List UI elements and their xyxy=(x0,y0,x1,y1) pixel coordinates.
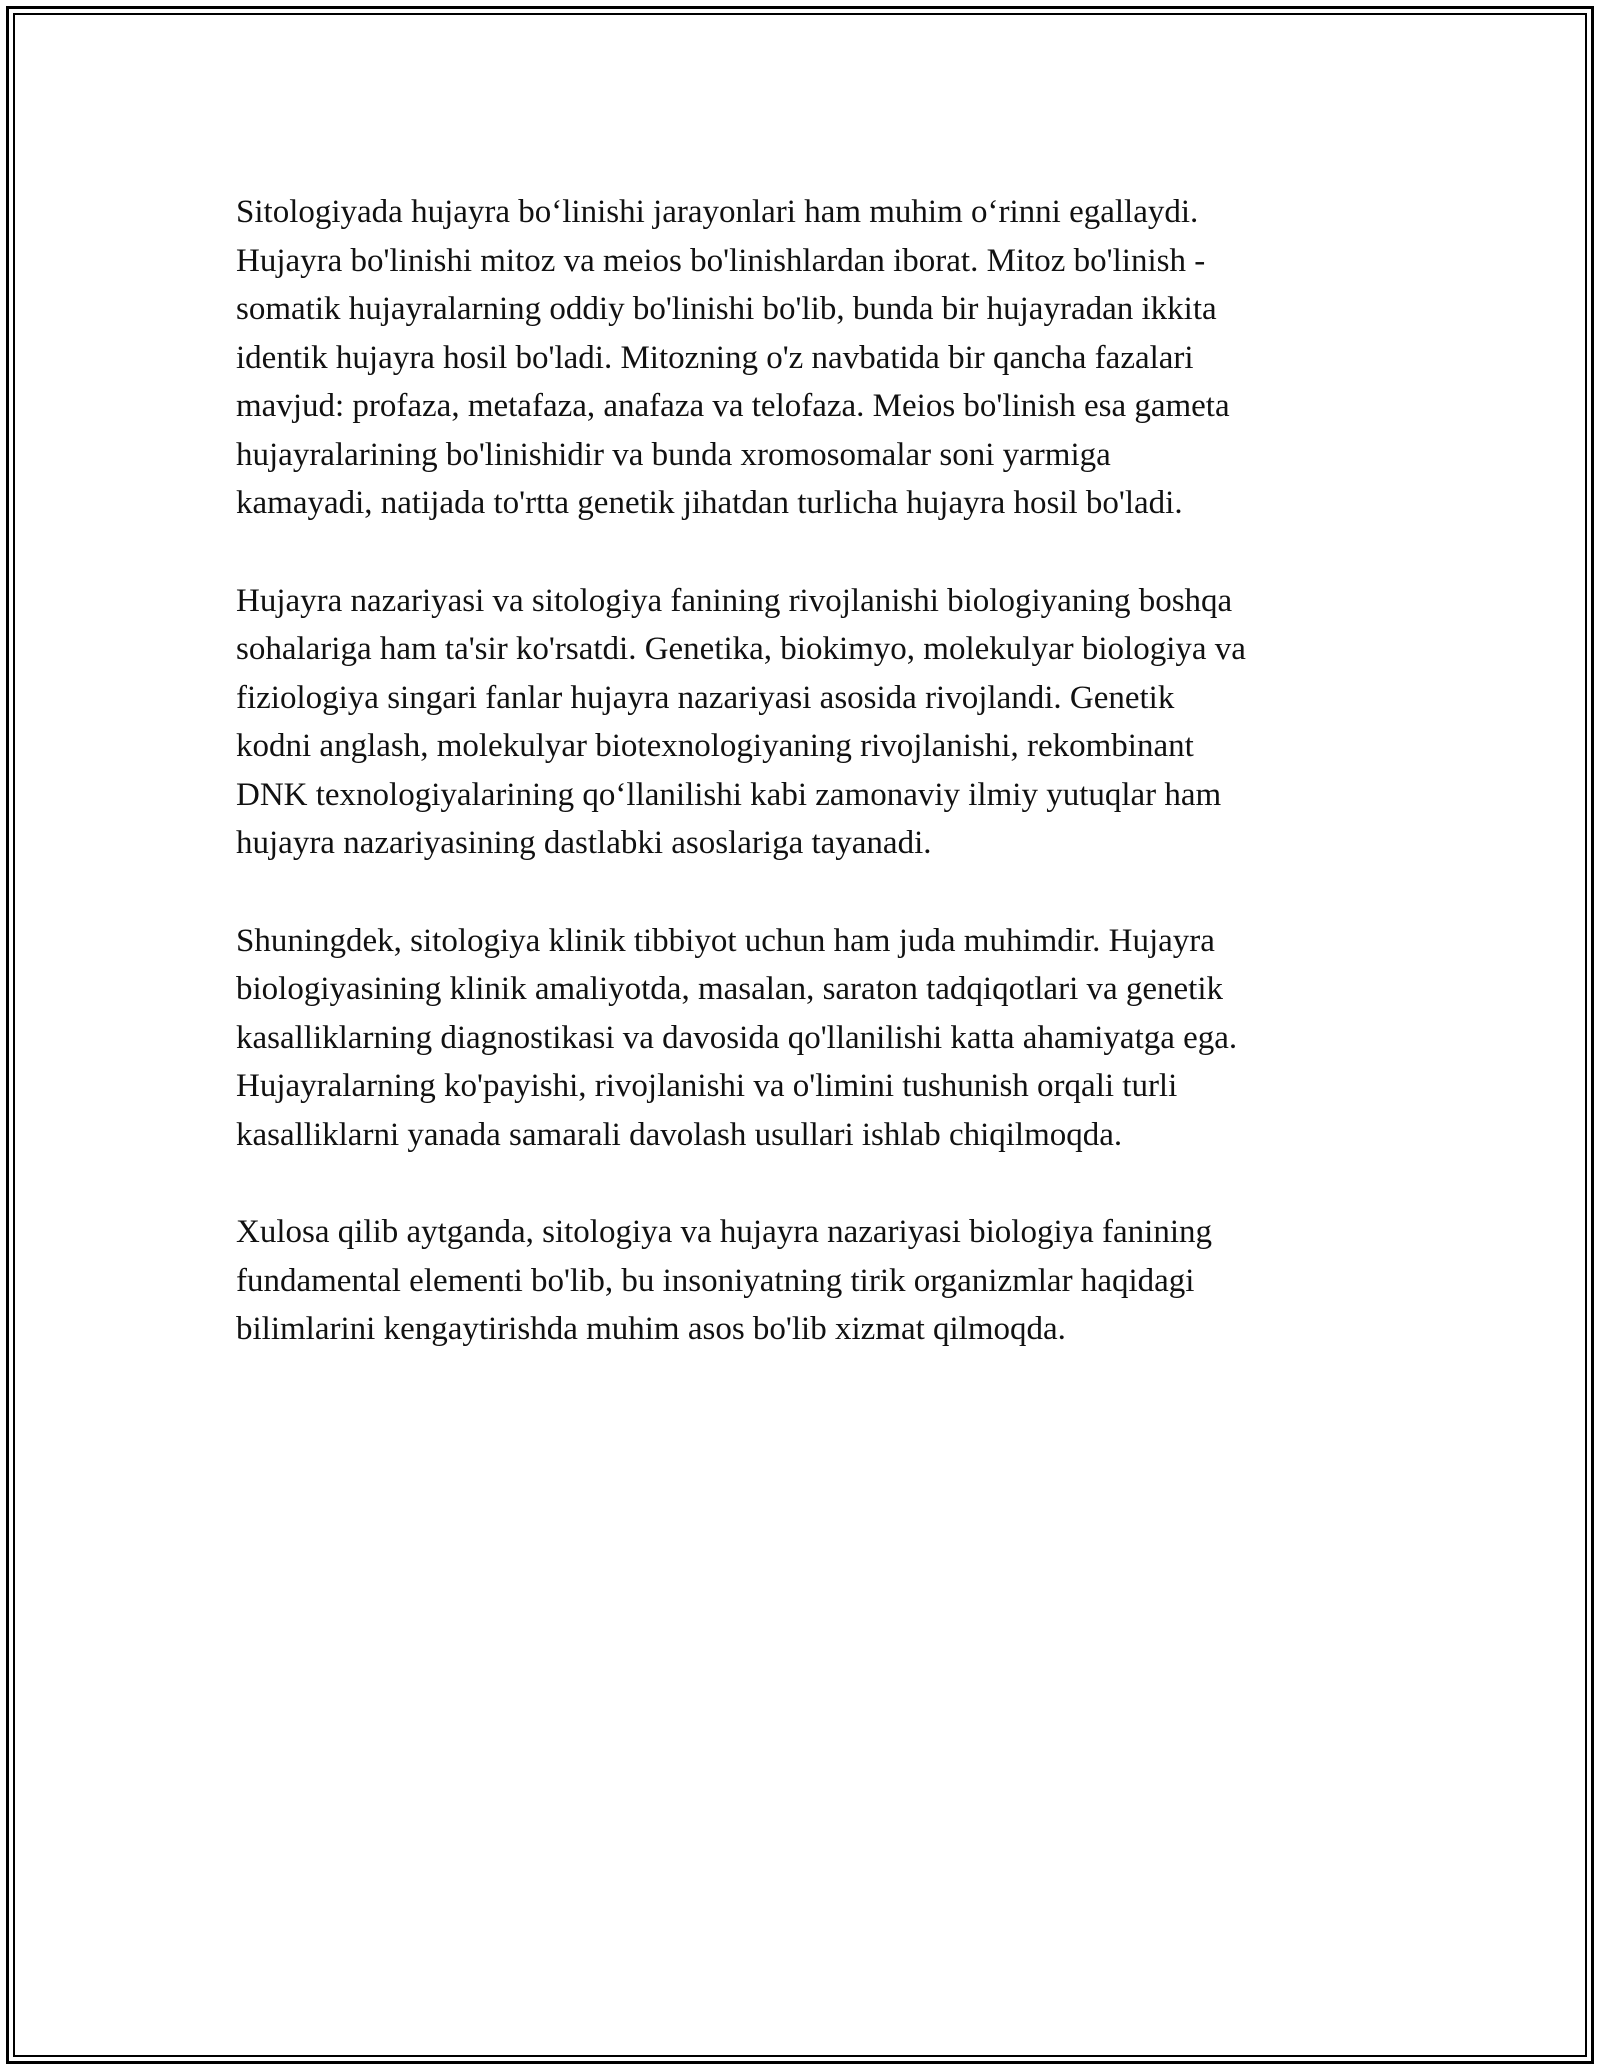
text-line: hujayralarining bo'linishidir va bunda xromosomalar soni yarmiga xyxy=(236,436,1111,473)
text-line: Xulosa qilib aytganda, sitologiya va hujayra nazariyasi biologiya fanining xyxy=(236,1214,1212,1250)
text-line: fiziologiya singari fanlar hujayra nazariyasi asosida rivojlandi. Genetik xyxy=(236,679,1175,716)
document-body xyxy=(236,188,1376,1403)
paragraph-cell-theory-influence xyxy=(236,577,1376,868)
text-line: sohalariga ham ta'sir ko'rsatdi. Genetika, biokimyo, molekulyar biologiya va xyxy=(236,631,1246,667)
text-line: identik hujayra hosil bo'ladi. Mitozning o'z navbatida bir qancha fazalari xyxy=(236,339,1194,376)
text-line: kasalliklarni yanada samarali davolash usullari ishlab chiqilmoqda. xyxy=(236,1116,1123,1153)
text-line: Hujayra bo'linishi mitoz va meios bo'linishlardan iborat. Mitoz bo'linish - xyxy=(236,242,1206,279)
text-line: Sitologiyada hujayra bo‘linishi jarayonlari ham muhim o‘rinni egallaydi. xyxy=(236,194,1199,230)
text-line: kasalliklarning diagnostikasi va davosida qo'llanilishi katta ahamiyatga ega. xyxy=(236,1019,1238,1056)
text-line: somatik hujayralarning oddiy bo'linishi bo'lib, bunda bir hujayradan ikkita xyxy=(236,291,1217,327)
text-line: biologiyasining klinik amaliyotda, masalan, saraton tadqiqotlari va genetik xyxy=(236,971,1224,1007)
text-line: fundamental elementi bo'lib, bu insoniyatning tirik organizmlar haqidagi xyxy=(236,1262,1195,1299)
text-line: Shuningdek, sitologiya klinik tibbiyot uchun ham juda muhimdir. Hujayra xyxy=(236,922,1215,959)
paragraph-clinical-medicine xyxy=(236,917,1376,1160)
paragraph-conclusion xyxy=(236,1208,1376,1354)
text-line: kamayadi, natijada to'rtta genetik jihatdan turlicha hujayra hosil bo'ladi. xyxy=(236,485,1183,521)
text-line: bilimlarini kengaytirishda muhim asos bo'lib xizmat qilmoqda. xyxy=(236,1311,1066,1347)
text-line: mavjud: profaza, metafaza, anafaza va telofaza. Meios bo'linish esa gameta xyxy=(236,388,1230,424)
text-line: Hujayralarning ko'payishi, rivojlanishi va o'limini tushunish orqali turli xyxy=(236,1068,1178,1104)
text-line: DNK texnologiyalarining qo‘llanilishi kabi zamonaviy ilmiy yutuqlar ham xyxy=(236,776,1222,813)
text-line: hujayra nazariyasining dastlabki asoslariga tayanadi. xyxy=(236,825,932,861)
text-line: kodni anglash, molekulyar biotexnologiyaning rivojlanishi, rekombinant xyxy=(236,728,1194,764)
paragraph-cell-division xyxy=(236,188,1376,528)
text-line: Hujayra nazariyasi va sitologiya fanining rivojlanishi biologiyaning boshqa xyxy=(236,582,1233,619)
